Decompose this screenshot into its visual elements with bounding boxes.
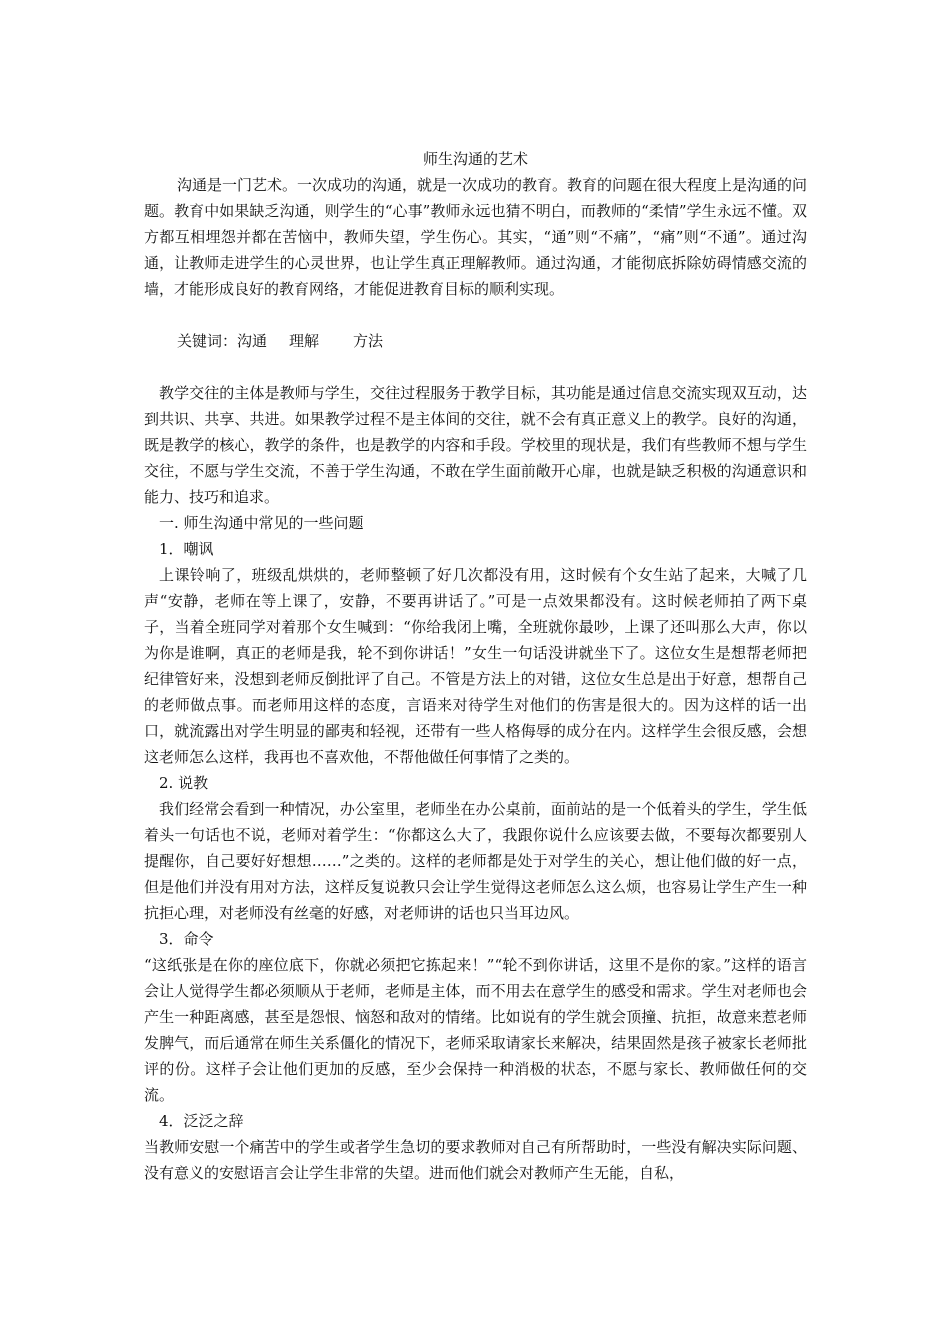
document-page [144, 146, 807, 1186]
item-heading-3: 3．命令 [159, 930, 214, 948]
keywords-label: 关键词： [177, 332, 238, 350]
item-body-1: 上课铃响了，班级乱烘烘的，老师整顿了好几次都没有用，这时候有个女生站了起来，大喊了几声“安静，老师在等上课了，安静，不要再讲话了。”可是一点效果都没有。这时候老师拍了两下桌子，当着全班同学对着那个女生喊到：“你给我闭上嘴，全班就你最吵，上课了还叫那么大声，你以为你是谁啊，真正的老师是我，轮不到你讲话！”女生一句话没讲就坐下了。这位女生是想帮老师把纪律管好来，没想到老师反倒批评了自己。不管是方法上的对错，这位女生总是出于好意，想帮自己的老师做点事。而老师用这样的态度，言语来对待学生对他们的伤害是很大的。因为这样的话一出口，就流露出对学生明显的鄙夷和轻视，还带有一些人格侮辱的成分在内。这样学生会很反感，会想这老师怎么这样，我再也不喜欢他，不帮他做任何事情了之类的。 [144, 566, 807, 766]
keyword-3: 方法 [353, 332, 384, 350]
keywords-line [144, 328, 807, 354]
abstract-paragraph: 沟通是一门艺术。一次成功的沟通，就是一次成功的教育。教育的问题在很大程度上是沟通的问题。教育中如果缺乏沟通，则学生的“心事”教师永远也猜不明白，而教师的“柔情”学生永远不懂。双方都互相埋怨并都在苦恼中，教师失望，学生伤心。其实，“通”则“不痛”，“痛”则“不通”。通过沟通，让教师走进学生的心灵世界，也让学生真正理解教师。通过沟通，才能彻底拆除妨碍情感交流的墙，才能形成良好的教育网络，才能促进教育目标的顺利实现。 [144, 176, 808, 298]
keyword-2: 理解 [289, 332, 320, 350]
item-body-3: “这纸张是在你的座位底下，你就必须把它拣起来！”“轮不到你讲话，这里不是你的家。”这样的语言会让人觉得学生都必须顺从于老师，老师是主体，而不用去在意学生的感受和需求。学生对老师也会产生一种距离感，甚至是怨恨、恼怒和敌对的情绪。比如说有的学生就会顶撞、抗拒，故意来惹老师发脾气，而后通常在师生关系僵化的情况下，老师采取请家长来解决，结果固然是孩子被家长老师批评的份。这样子会让他们更加的反感，至少会保持一种消极的状态，不愿与家长、教师做任何的交流。 [144, 956, 807, 1104]
item-body-4: 当教师安慰一个痛苦中的学生或者学生急切的要求教师对自己有所帮助时，一些没有解决实际问题、没有意义的安慰语言会让学生非常的失望。进而他们就会对教师产生无能，自私， [144, 1138, 807, 1182]
keyword-1: 沟通 [237, 332, 268, 350]
item-body-2: 我们经常会看到一种情况，办公室里，老师坐在办公桌前，面前站的是一个低着头的学生，学生低着头一句话也不说，老师对着学生：“你都这么大了，我跟你说什么应该要去做，不要每次都要别人提醒你，自己要好好想想……”之类的。这样的老师都是处于对学生的关心，想让他们做的好一点，但是他们并没有用对方法，这样反复说教只会让学生觉得这老师怎么这么烦，也容易让学生产生一种抗拒心理，对老师没有丝毫的好感，对老师讲的话也只当耳边风。 [144, 800, 807, 922]
item-heading-1: 1．嘲讽 [159, 540, 214, 558]
document-title: 师生沟通的艺术 [422, 150, 528, 168]
item-heading-2: 2. 说教 [159, 774, 209, 792]
intro-paragraph: 教学交往的主体是教师与学生，交往过程服务于教学目标，其功能是通过信息交流实现双互动，达到共识、共享、共进。如果教学过程不是主体间的交往，就不会有真正意义上的教学。良好的沟通，既是教学的核心，教学的条件，也是教学的内容和手段。学校里的现状是，我们有些教师不想与学生交往，不愿与学生交流，不善于学生沟通，不敢在学生面前敞开心扉，也就是缺乏积极的沟通意识和能力、技巧和追求。 [144, 384, 807, 506]
section-heading: 一. 师生沟通中常见的一些问题 [159, 514, 364, 532]
item-heading-4: 4．泛泛之辞 [159, 1112, 244, 1130]
